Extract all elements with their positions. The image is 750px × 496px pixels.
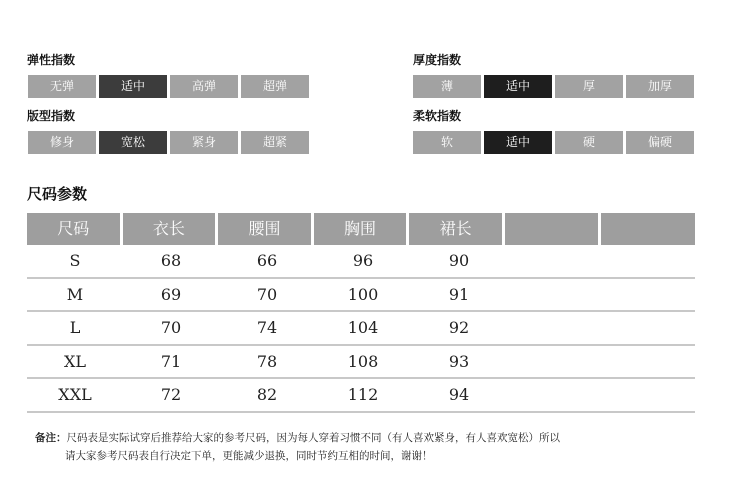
softness-index-title: 柔软指数 (413, 109, 462, 123)
cell-length: 68 (160, 251, 182, 270)
cell-bust: 112 (347, 385, 379, 405)
size-table-header (27, 213, 695, 245)
cell-length: 70 (160, 318, 182, 338)
size-note (35, 429, 655, 465)
size-table (27, 213, 695, 413)
softness-option-hard: 硬 (555, 131, 623, 154)
cell-length: 72 (160, 385, 182, 405)
softness-option-medium: 适中 (484, 131, 552, 154)
note-line-1: 尺码表是实际试穿后推荐给大家的参考尺码，因为每人穿着习惯不同（有人喜欢紧身，有人喜欢宽松）所以 (66, 432, 560, 444)
thickness-option-extra-thick: 加厚 (626, 75, 694, 98)
cell-waist: 70 (256, 284, 278, 304)
header-empty-1 (505, 213, 599, 245)
table-row (27, 379, 695, 413)
header-size: 尺码 (27, 213, 120, 245)
cell-bust: 104 (347, 318, 379, 338)
cell-length: 69 (160, 284, 182, 304)
cell-skirt-length: 93 (448, 351, 470, 371)
thickness-option-medium: 适中 (484, 75, 552, 98)
softness-option-soft: 软 (413, 131, 481, 154)
table-row (27, 279, 695, 313)
thickness-option-thick: 厚 (555, 75, 623, 98)
header-waist: 腰围 (218, 213, 311, 245)
table-row (27, 346, 695, 380)
thickness-index-title: 厚度指数 (413, 53, 462, 67)
cell-bust: 100 (347, 284, 379, 304)
cell-size: S (69, 251, 81, 270)
note-line-2: 请大家参考尺码表自行决定下单，更能减少退换，同时节约互相的时间，谢谢！ (65, 450, 433, 462)
cell-skirt-length: 91 (448, 284, 470, 304)
header-skirt-length: 裙长 (409, 213, 502, 245)
fit-option-loose: 宽松 (99, 131, 167, 154)
fit-option-tight: 紧身 (170, 131, 238, 154)
softness-options (413, 131, 694, 154)
elasticity-option-none: 无弹 (28, 75, 96, 98)
note-label: 备注： (35, 432, 67, 444)
cell-size: XL (63, 351, 86, 371)
table-row (27, 312, 695, 346)
cell-size: L (69, 318, 81, 338)
elasticity-index-title: 弹性指数 (27, 53, 76, 67)
table-row (27, 245, 695, 279)
fit-option-slim: 修身 (28, 131, 96, 154)
softness-option-stiff: 偏硬 (626, 131, 694, 154)
size-section-title: 尺码参数 (27, 185, 88, 203)
header-length: 衣长 (123, 213, 216, 245)
cell-bust: 96 (352, 251, 374, 270)
cell-waist: 74 (256, 318, 278, 338)
elasticity-option-super: 超弹 (241, 75, 309, 98)
elasticity-option-high: 高弹 (170, 75, 238, 98)
header-empty-2 (601, 213, 695, 245)
cell-bust: 108 (347, 351, 379, 371)
elasticity-options (28, 75, 309, 98)
cell-waist: 82 (256, 385, 278, 405)
cell-skirt-length: 90 (448, 251, 470, 270)
cell-skirt-length: 94 (448, 385, 470, 405)
thickness-option-thin: 薄 (413, 75, 481, 98)
cell-size: XXL (58, 385, 92, 405)
elasticity-option-medium: 适中 (99, 75, 167, 98)
fit-option-super-tight: 超紧 (241, 131, 309, 154)
cell-waist: 66 (256, 251, 278, 270)
header-bust: 胸围 (314, 213, 407, 245)
fit-options (28, 131, 309, 154)
cell-skirt-length: 92 (448, 318, 470, 338)
thickness-options (413, 75, 694, 98)
cell-waist: 78 (256, 351, 278, 371)
cell-size: M (66, 284, 84, 304)
fit-index-title: 版型指数 (27, 109, 76, 123)
cell-length: 71 (160, 351, 182, 371)
